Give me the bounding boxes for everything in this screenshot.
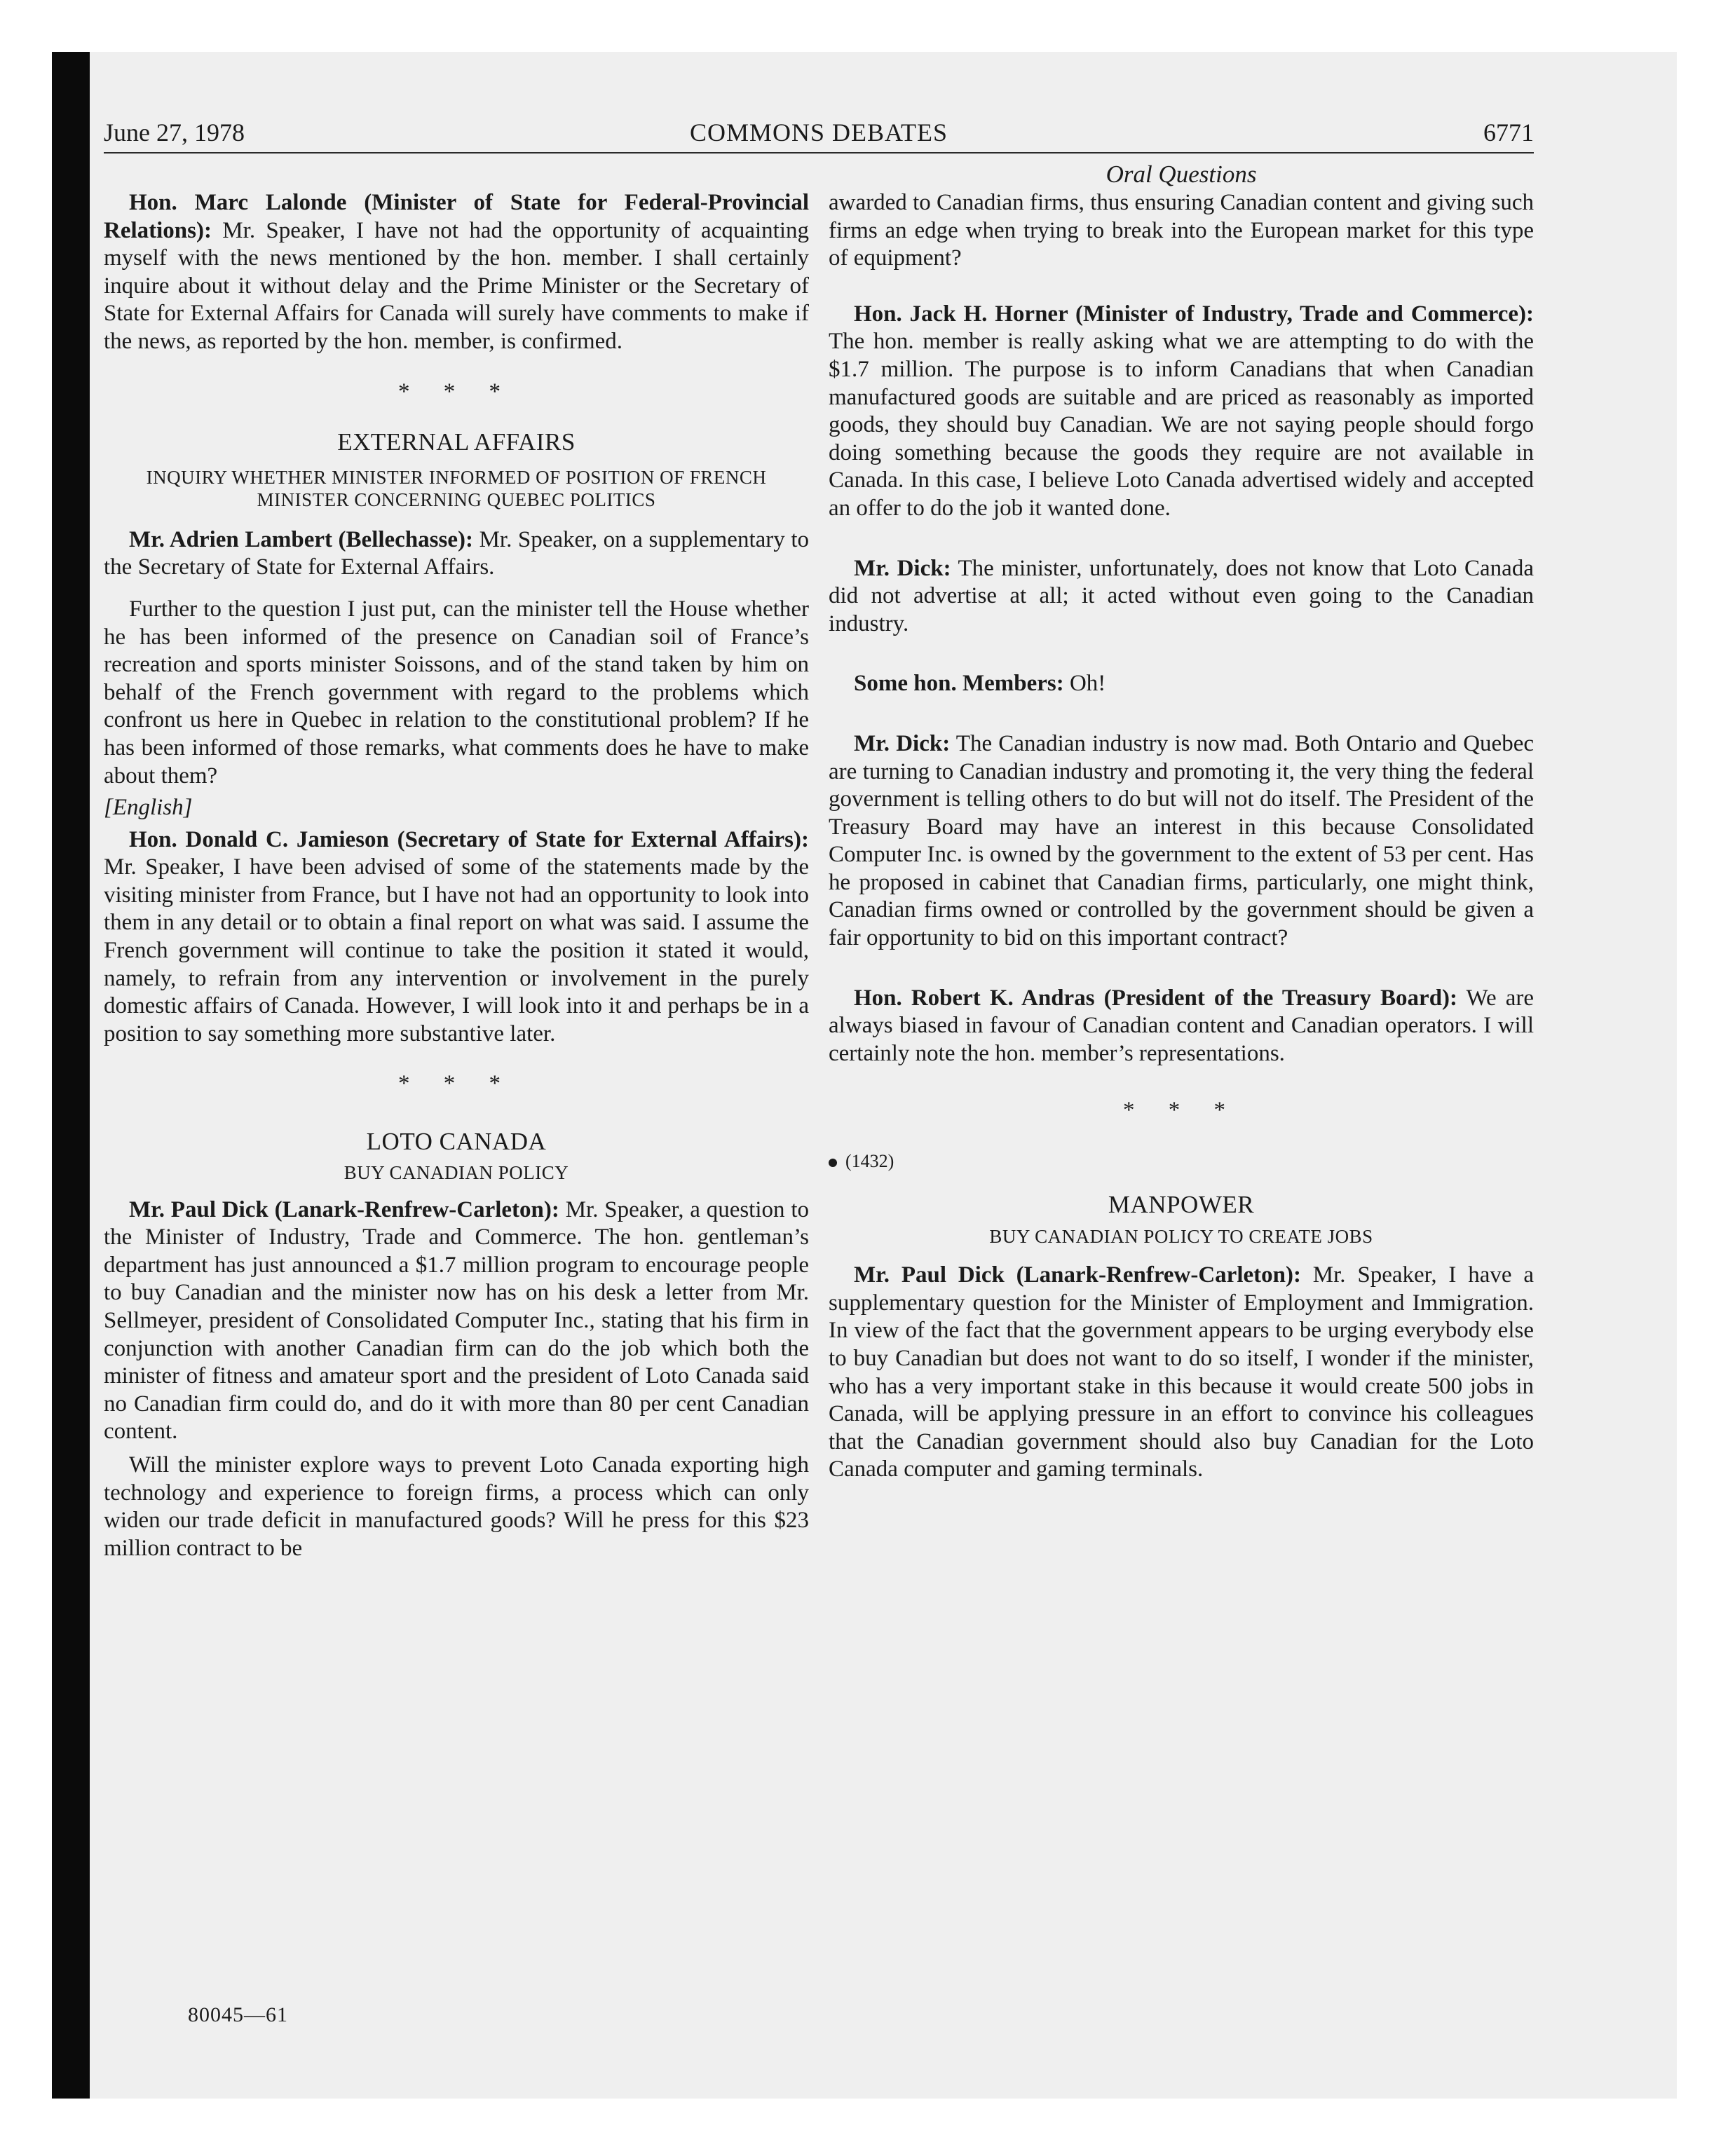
section-heading: LOTO CANADA xyxy=(366,1128,547,1156)
header-rule xyxy=(104,152,1534,153)
language-note: [English] xyxy=(104,795,193,821)
speech-text: Oh! xyxy=(1063,671,1106,697)
paragraph: awarded to Canadian firms, thus ensuring Canadian content and giving such firms an edge when trying to break into the European market for this type of equipment? xyxy=(829,190,1534,271)
section-divider: * * * xyxy=(1123,1098,1239,1124)
speech-text: Mr. Speaker, a question to the Minister of Industry, Trade and Commerce. The hon. gentleman’s department has just announced a $1.7 million program to encourage people to buy Canadian and the minister now has on his desk a letter from Mr. Sellmeyer, president of Consolidated Computer Inc., stating that his firm in conjunction with another Canadian firm can do the job which both the minister of fitness and amateur sport and the president of Loto Canada said no Canadian firm could do, and do it with more than 80 per cent Canadian content. xyxy=(104,1196,809,1445)
speaker-name: Hon. Marc Lalonde (Minister of State for Federal-Provincial Relations): xyxy=(104,190,809,243)
speech-text: The Canadian industry is now mad. Both Ontario and Quebec are turning to Canadian industry and promoting it, the very thing the federal government is telling others to do but will not do itself. The President of the Treasury Board may have an interest in this because Consolidated Computer Inc. is owned by the government to the extent of 53 per cent. Has he proposed in cabinet that Canadian firms, particularly, one might think, Canadian firms owned or controlled by the government should be given a fair opportunity to bid on this important contract? xyxy=(829,730,1534,951)
speaker-name: Mr. Paul Dick (Lanark-Renfrew-Carleton): xyxy=(129,1196,559,1222)
time-marker xyxy=(829,1147,1534,1175)
paragraph xyxy=(104,189,809,356)
speech-text: The minister, unfortunately, does not know that Loto Canada did not advertise at all; it acted without even going to the Canadian industry. xyxy=(829,555,1534,636)
page-number: 6771 xyxy=(1483,118,1534,146)
speech-text: Mr. Speaker, I have been advised of some of the statements made by the visiting minister from France, but I have not had an opportunity to look into them in any detail or to obtain a final report on what was said. I assume the French government will continue to take the position it stated it would, namely, to refrain from any intervention or involvement in the purely domestic affairs of Canada. However, I will look into it and perhaps be in a position to say something more substantive later. xyxy=(104,854,809,1046)
section-subheading: BUY CANADIAN POLICY xyxy=(343,1161,569,1183)
paragraph xyxy=(104,1196,809,1446)
speech-text: The hon. member is really asking what we are attempting to do with the $1.7 million. The purpose is to inform Canadians that when Canadian manufactured goods are suitable and are priced as reasonably as imported goods, they should buy Canadian. We are not saying people should forgo doing something because the goods they require are not available in Canada. In this case, I believe Loto Canada advertised widely and accepted an offer to do the job it wanted done. xyxy=(829,329,1534,521)
speech-text: Mr. Speaker, on a supplementary to the Secretary of State for External Affairs. xyxy=(104,526,809,580)
time-stamp: (1432) xyxy=(845,1151,894,1172)
paragraph xyxy=(829,670,1534,698)
section-divider: * * * xyxy=(398,1071,515,1097)
speaker-name: Hon. Jack H. Horner (Minister of Industry, Trade and Commerce): xyxy=(854,301,1534,327)
running-head: Oral Questions xyxy=(1105,161,1257,188)
speaker-name: Mr. Dick: xyxy=(854,555,951,581)
speaker-name: Hon. Donald C. Jamieson (Secretary of State for External Affairs): xyxy=(129,826,809,852)
paragraph xyxy=(829,1262,1534,1484)
speech-text: Mr. Speaker, I have a supplementary question for the Minister of Employment and Immigration. In view of the fact that the government appears to be urging everybody else to buy Canadian but does not want to do so itself, I wonder if the minister, who has a very important stake in this because it would create 500 jobs in Canada, will be applying pressure in an effort to convince his colleagues that the Canadian government should also buy Canadian for the Loto Canada computer and gaming terminals. xyxy=(829,1262,1534,1482)
page-header xyxy=(104,116,1534,149)
bullet-icon xyxy=(829,1159,837,1167)
section-subheading: INQUIRY WHETHER MINISTER INFORMED OF POSITION OF FRENCH MINISTER CONCERNING QUEBEC POLITICS xyxy=(146,466,767,510)
speaker-name: Some hon. Members: xyxy=(854,671,1064,697)
section-heading: EXTERNAL AFFAIRS xyxy=(337,428,576,456)
left-column xyxy=(104,189,809,1562)
paragraph xyxy=(829,555,1534,639)
speaker-name: Hon. Robert K. Andras (President of the Treasury Board): xyxy=(854,985,1458,1011)
speech-text: We are always biased in favour of Canadian content and Canadian operators. I will certainly note the hon. member’s representations. xyxy=(829,985,1534,1066)
paragraph xyxy=(104,526,809,582)
section-divider: * * * xyxy=(398,378,515,404)
right-column xyxy=(829,189,1534,1484)
paragraph xyxy=(829,985,1534,1068)
page-footer-code: 80045—61 xyxy=(188,2003,288,2026)
speaker-name: Mr. Dick: xyxy=(854,730,951,756)
speaker-name: Mr. Adrien Lambert (Bellechasse): xyxy=(129,526,473,552)
paragraph: Further to the question I just put, can the minister tell the House whether he has been informed of the presence on Canadian soil of France’s recreation and sports minister Soissons, and of the stand taken by him on behalf of the French government with regard to the problems which confront us here in Quebec in relation to the constitutional problem? If he has been informed of those remarks, what comments does he have to make about them? xyxy=(104,596,809,789)
scan-binding-edge xyxy=(52,52,90,2099)
section-subheading: BUY CANADIAN POLICY TO CREATE JOBS xyxy=(989,1226,1373,1248)
section-heading: MANPOWER xyxy=(1108,1190,1255,1218)
paragraph xyxy=(829,730,1534,953)
header-date: June 27, 1978 xyxy=(104,118,245,146)
paragraph: Will the minister explore ways to prevent Loto Canada exporting high technology and experience to foreign firms, a process which can only widen our trade deficit in manufactured goods? Will he press for this $23 million contract to be xyxy=(104,1452,809,1561)
paragraph xyxy=(829,301,1534,523)
header-title: COMMONS DEBATES xyxy=(689,118,948,146)
speaker-name: Mr. Paul Dick (Lanark-Renfrew-Carleton): xyxy=(854,1262,1301,1288)
paragraph xyxy=(104,826,809,1049)
speech-text: Mr. Speaker, I have not had the opportunity of acquainting myself with the news mentioned by the hon. member. I shall certainly inquire about it without delay and the Prime Minister or the Secretary of State for External Affairs for Canada will surely have comments to make if the news, as reported by the hon. member, is confirmed. xyxy=(104,217,809,354)
